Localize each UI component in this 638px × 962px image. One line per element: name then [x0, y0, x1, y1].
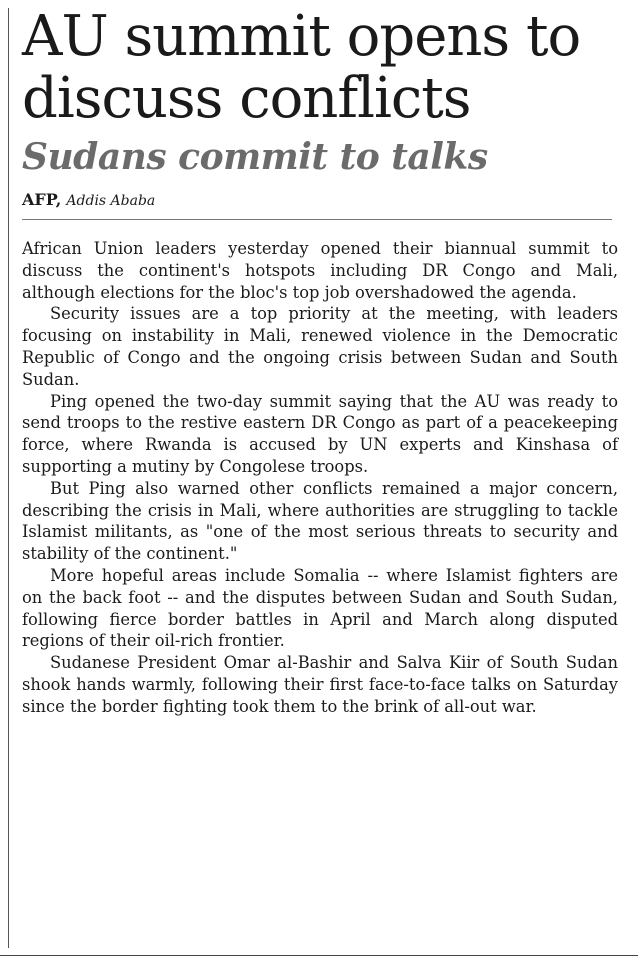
news-article — [22, 6, 618, 718]
paragraph: Ping opened the two-day summit saying that the AU was ready to send troops to the restive eastern DR Congo as part of a peacekeeping force, where Rwanda is accused by UN experts and Kinshasa of supporting a mutiny by Congolese troops. — [22, 391, 618, 476]
byline — [22, 190, 618, 211]
subheadline: Sudans commit to talks — [22, 136, 488, 178]
byline-place: Addis Ababa — [66, 193, 156, 209]
paragraph: Security issues are a top priority at the meeting, with leaders focusing on instability in Mali, renewed violence in the Democratic Republic of Congo and the ongoing crisis between Sudan and South Sudan. — [22, 304, 618, 389]
paragraph: African Union leaders yesterday opened their biannual summit to discuss the continent's hotspots including DR Congo and Mali, although elections for the bloc's top job overshadowed the agenda. — [22, 239, 618, 302]
headline: AU summit opens to discuss conflicts — [22, 4, 581, 131]
paragraph: Sudanese President Omar al-Bashir and Salva Kiir of South Sudan shook hands warmly, following their first face-to-face talks on Saturday since the border fighting took them to the brink of all-out war. — [22, 653, 618, 716]
paragraph: More hopeful areas include Somalia -- where Islamist fighters are on the back foot -- and the disputes between Sudan and South Sudan, following fierce border battles in April and March along disputed regions of their oil-rich frontier. — [22, 565, 618, 651]
byline-divider — [22, 219, 612, 220]
article-body — [22, 238, 618, 718]
column-rule-left — [8, 8, 9, 948]
paragraph: But Ping also warned other conflicts remained a major concern, describing the crisis in Mali, where authorities are struggling to tackle Islamist militants, as "one of the most serious threats to security and stability of the continent." — [22, 478, 618, 564]
byline-agency: AFP, — [22, 190, 62, 209]
column-rule-bottom — [0, 955, 638, 956]
